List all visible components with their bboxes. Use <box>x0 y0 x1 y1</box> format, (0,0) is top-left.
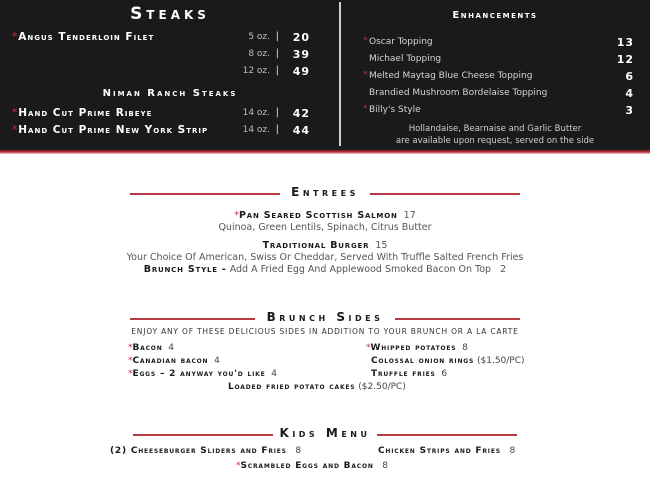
steak-item <box>12 48 310 62</box>
steak-item <box>12 124 310 138</box>
kids-item: *Scrambled Eggs and Bacon 8 <box>236 461 389 471</box>
steak-size: 5 oz. <box>248 32 270 42</box>
brunch-style-description: Add A Fried Egg And Applewood Smoked Bacon On Top <box>229 264 492 275</box>
steak-item <box>12 31 310 45</box>
side-item: Truffle fries 6 <box>371 369 448 379</box>
required-marker: * <box>128 369 133 379</box>
steak-price: 39 <box>292 48 310 61</box>
entree-burger <box>0 240 650 251</box>
brunch-sides-title: Brunch Sides <box>266 310 384 324</box>
steak-price: 49 <box>292 65 310 78</box>
required-marker: * <box>128 343 133 353</box>
enhancement-name: Melted Maytag Blue Cheese Topping <box>369 71 533 81</box>
required-marker: * <box>12 31 19 43</box>
steak-price: 20 <box>292 31 310 44</box>
steaks-title: Steaks <box>130 4 210 24</box>
required-marker: * <box>363 104 368 114</box>
enhancement-name: Brandied Mushroom Bordelaise Topping <box>369 88 548 98</box>
entrees-header <box>130 185 520 201</box>
enhancement-name: Oscar Topping <box>369 37 433 47</box>
steak-item <box>12 107 310 121</box>
niman-ranch-title: Niman Ranch Steaks <box>102 88 238 99</box>
enhancement-price: 6 <box>625 70 634 83</box>
enhancement-item <box>364 105 634 119</box>
enhancement-price: 3 <box>625 104 634 117</box>
steak-price: 42 <box>292 107 310 120</box>
required-marker: * <box>12 124 19 136</box>
separator: | <box>275 107 279 118</box>
entree-price: 15 <box>375 240 388 251</box>
required-marker: * <box>363 36 368 46</box>
enhancement-price: 4 <box>625 87 634 100</box>
required-marker: * <box>12 107 19 119</box>
steak-name: *Hand Cut Prime New York Strip <box>12 124 209 136</box>
enhancement-price: 12 <box>616 53 634 66</box>
brunch-style-label: Brunch Style - <box>143 264 227 275</box>
brunch-sides-subtitle: ENJOY ANY OF THESE DELICIOUS SIDES IN ADDITION TO YOUR BRUNCH OR A LA CARTE <box>131 327 519 336</box>
entrees-title: Entrees <box>291 185 359 199</box>
side-item: *Eggs – 2 anyway you'd like 4 <box>128 369 277 379</box>
entree-name: Traditional Burger <box>262 240 370 251</box>
kids-item: Chicken Strips and Fries 8 <box>378 446 516 456</box>
steak-name: *Hand Cut Prime Ribeye <box>12 107 153 119</box>
kids-item: (2) Cheeseburger Sliders and Fries 8 <box>110 446 302 456</box>
required-marker: * <box>234 210 239 221</box>
separator: | <box>275 31 279 42</box>
entree-salmon <box>0 210 650 221</box>
required-marker: * <box>236 461 241 471</box>
entree-name: Pan Seared Scottish Salmon <box>238 210 398 221</box>
brunch-style-price: 2 <box>500 264 507 275</box>
steak-item <box>12 65 310 79</box>
side-item: Colossal onion rings ($1.50/PC) <box>371 356 525 366</box>
enhancement-price: 13 <box>616 36 634 49</box>
panel-red-border <box>0 150 650 154</box>
sauce-note-line-2: are available upon request, served on the side <box>395 136 595 146</box>
side-item: *Whipped potatoes 8 <box>366 343 468 353</box>
steak-price: 44 <box>292 124 310 137</box>
entree-brunch-style <box>0 264 650 275</box>
steak-size: 12 oz. <box>242 66 270 76</box>
enhancement-item <box>364 54 634 68</box>
required-marker: * <box>128 356 133 366</box>
steak-size: 14 oz. <box>242 125 270 135</box>
enhancement-item <box>364 88 634 102</box>
enhancement-name: Michael Topping <box>369 54 442 64</box>
separator: | <box>275 65 279 76</box>
enhancements-title: Enhancements <box>452 10 538 21</box>
steak-size: 14 oz. <box>242 108 270 118</box>
kids-menu-header <box>130 426 520 442</box>
required-marker: * <box>363 70 368 80</box>
kids-menu-title: Kids Menu <box>279 426 371 440</box>
steak-size: 8 oz. <box>248 49 270 59</box>
sauce-note-line-1: Hollandaise, Bearnaise and Garlic Butter <box>408 124 582 134</box>
entree-salmon-description: Quinoa, Green Lentils, Spinach, Citrus Butter <box>218 222 432 233</box>
side-item: *Canadian bacon 4 <box>128 356 220 366</box>
entree-burger-description: Your Choice Of American, Swiss Or Cheddar, Served With Truffle Salted French Fries <box>126 252 524 263</box>
steak-name: *Angus Tenderloin Filet <box>12 31 155 43</box>
required-marker: * <box>366 343 371 353</box>
side-item: *Bacon 4 <box>128 343 174 353</box>
side-item: Loaded fried potato cakes ($2.50/PC) <box>228 382 406 392</box>
entree-price: 17 <box>403 210 416 221</box>
enhancement-name: Billy's Style <box>369 105 421 115</box>
brunch-sides-header <box>130 310 520 326</box>
separator: | <box>275 124 279 135</box>
enhancement-item <box>364 71 634 85</box>
separator: | <box>275 48 279 59</box>
enhancement-item <box>364 37 634 51</box>
